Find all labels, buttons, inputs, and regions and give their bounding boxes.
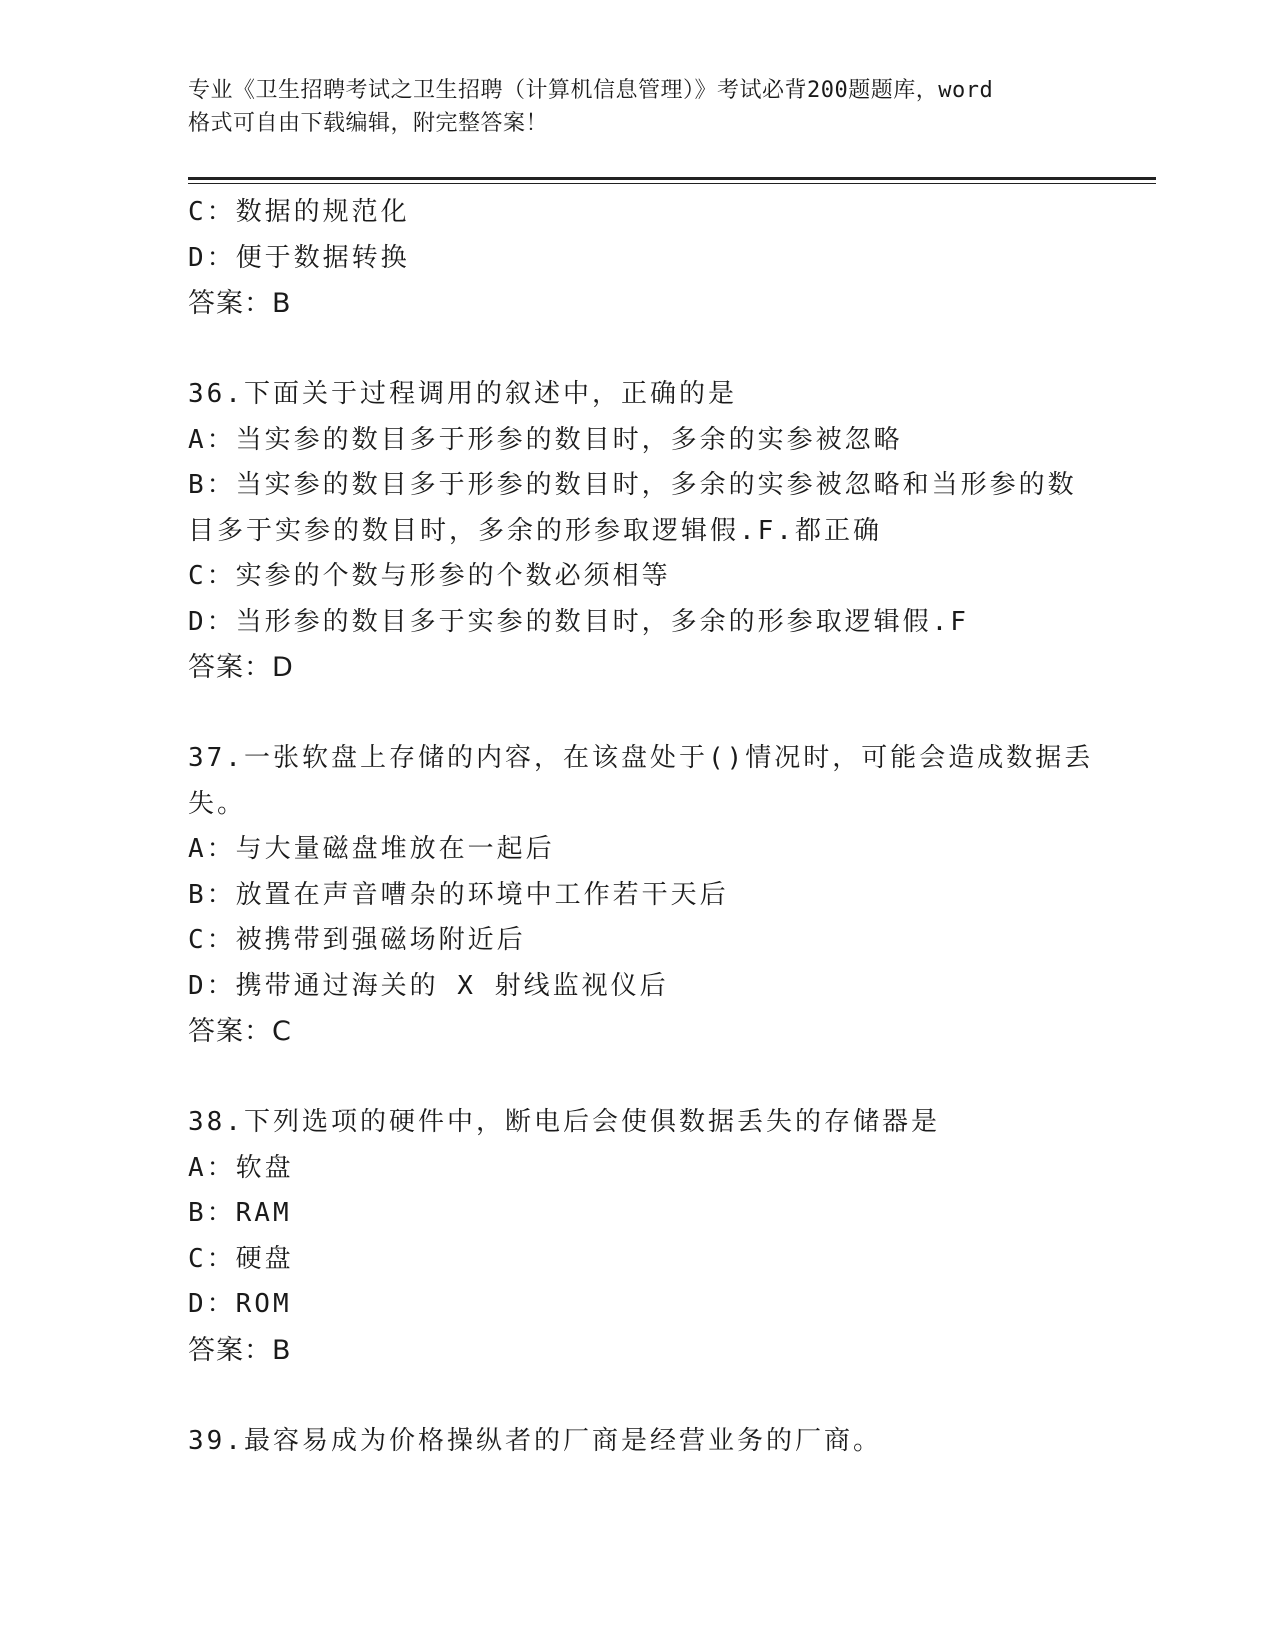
question-list	[188, 190, 1094, 1464]
question-37	[188, 736, 1094, 1055]
q38-option-c: C：硬盘	[188, 1243, 294, 1274]
q36-option-c: C：实参的个数与形参的个数必须相等	[188, 561, 671, 591]
q37-option-a: A：与大量磁盘堆放在一起后	[188, 834, 555, 864]
q38-answer: 答案：B	[188, 1334, 292, 1366]
question-36	[188, 372, 1088, 691]
q37-stem-line-1: 37.一张软盘上存储的内容，在该盘处于()情况时，可能会造成数据丢	[188, 743, 1094, 773]
q37-answer: 答案：C	[188, 1016, 292, 1047]
question-35-tail	[188, 190, 1088, 327]
header-title-line-1: 专业《卫生招聘考试之卫生招聘（计算机信息管理）》考试必背200题题库，word	[188, 78, 994, 103]
q37-stem-line-2: 失。	[188, 788, 247, 819]
document-header	[188, 74, 1088, 140]
spacer	[188, 1055, 1088, 1101]
q37-option-b: B：放置在声音嘈杂的环境中工作若干天后	[188, 879, 729, 910]
header-divider-thick	[188, 177, 1156, 180]
q37-option-c: C：被携带到强磁场附近后	[188, 925, 526, 955]
q35-option-d: D：便于数据转换	[188, 242, 410, 273]
q38-stem: 38.下列选项的硬件中，断电后会使俱数据丢失的存储器是	[188, 1107, 940, 1137]
q35-option-c: C：数据的规范化	[188, 197, 410, 227]
q36-answer: 答案：D	[188, 652, 294, 683]
q38-option-b: B：RAM	[188, 1198, 292, 1228]
q36-option-d: D：当形参的数目多于实参的数目时，多余的形参取逻辑假.F	[188, 606, 969, 637]
q36-option-a: A：当实参的数目多于形参的数目时，多余的实参被忽略	[188, 424, 903, 455]
question-39	[188, 1419, 1088, 1465]
question-38	[188, 1100, 1088, 1373]
q39-stem: 39.最容易成为价格操纵者的厂商是经营业务的厂商。	[188, 1425, 882, 1456]
spacer	[188, 691, 1088, 737]
q36-option-b-line-2: 目多于实参的数目时，多余的形参取逻辑假.F.都正确	[188, 515, 882, 546]
spacer	[188, 1373, 1088, 1419]
q36-stem: 36.下面关于过程调用的叙述中，正确的是	[188, 379, 737, 409]
q38-option-a: A：软盘	[188, 1152, 294, 1183]
q38-option-d: D：ROM	[188, 1289, 292, 1319]
q35-answer: 答案：B	[188, 288, 292, 319]
header-title-line-2: 格式可自由下载编辑，附完整答案！	[188, 111, 549, 136]
q37-option-d: D：携带通过海关的 X 射线监视仪后	[188, 970, 669, 1001]
spacer	[188, 327, 1088, 373]
header-divider-thin	[188, 183, 1156, 184]
q36-option-b-line-1: B：当实参的数目多于形参的数目时，多余的实参被忽略和当形参的数	[188, 470, 1077, 500]
